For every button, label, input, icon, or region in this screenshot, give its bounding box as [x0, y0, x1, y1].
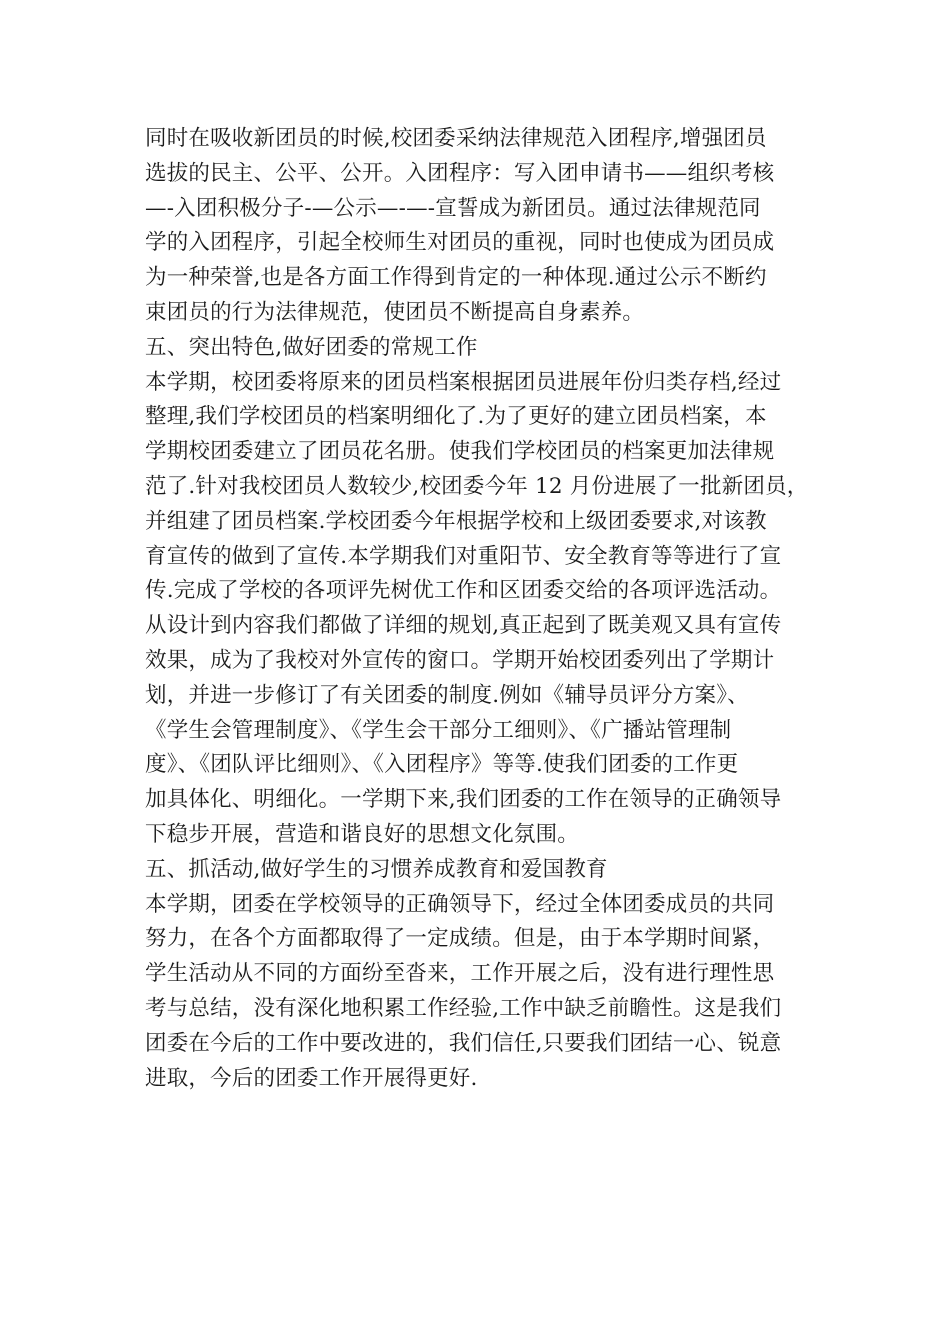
text-line: 并组建了团员档案.学校团委今年根据学校和上级团委要求,对该教 — [145, 508, 767, 534]
text-line: 学的入团程序，引起全校师生对团员的重视，同时也使成为团员成 — [145, 230, 775, 256]
text-line: 本学期，校团委将原来的团员档案根据团员进展年份归类存档,经过 — [145, 369, 782, 395]
text-line: 进取，今后的团委工作开展得更好. — [145, 1065, 478, 1091]
text-line: 努力，在各个方面都取得了一定成绩。但是，由于本学期时间紧， — [145, 926, 775, 952]
text-line: 学期校团委建立了团员花名册。使我们学校团员的档案更加法律规 — [145, 439, 775, 465]
text-line: 束团员的行为法律规范，使团员不断提高自身素养。 — [145, 299, 645, 325]
text-line: 下稳步开展，营造和谐良好的思想文化氛围。 — [145, 821, 580, 847]
section-heading: 五、突出特色,做好团委的常规工作 — [145, 334, 478, 360]
text-line: 《学生会管理制度》、《学生会干部分工细则》、《广播站管理制 — [145, 717, 732, 743]
text-line: 划，并进一步修订了有关团委的制度.例如《辅导员评分方案》、 — [145, 682, 749, 708]
text-line: 考与总结，没有深化地积累工作经验,工作中缺乏前瞻性。这是我们 — [145, 995, 782, 1021]
text-line: 育宣传的做到了宣传.本学期我们对重阳节、安全教育等等进行了宣 — [145, 543, 782, 569]
text-line: 范了.针对我校团员人数较少,校团委今年 12 月份进展了一批新团员， — [145, 473, 809, 499]
text-line: 传.完成了学校的各项评先树优工作和区团委交给的各项评选活动。 — [145, 578, 782, 604]
section-heading: 五、抓活动,做好学生的习惯养成教育和爱国教育 — [145, 856, 608, 882]
text-line: 同时在吸收新团员的时候,校团委采纳法律规范入团程序,增强团员 — [145, 126, 767, 151]
text-line: 效果，成为了我校对外宣传的窗口。学期开始校团委列出了学期计 — [145, 647, 775, 673]
text-line: —-入团积极分子-—公示—-—-宣誓成为新团员。通过法律规范同 — [145, 195, 761, 221]
text-line: 整理,我们学校团员的档案明细化了.为了更好的建立团员档案，本 — [145, 404, 767, 430]
text-line: 加具体化、明细化。一学期下来,我们团委的工作在领导的正确领导 — [145, 787, 782, 813]
text-line: 团委在今后的工作中要改进的，我们信任,只要我们团结一心、锐意 — [145, 1030, 782, 1056]
text-line: 从设计到内容我们都做了详细的规划,真正起到了既美观又具有宣传 — [145, 613, 782, 639]
text-line: 度》、《团队评比细则》、《入团程序》等等.使我们团委的工作更 — [145, 752, 739, 778]
text-line: 本学期，团委在学校领导的正确领导下，经过全体团委成员的共同 — [145, 891, 775, 917]
text-line: 选拔的民主、公平、公开。入团程序：写入团申请书——组织考核 — [145, 160, 775, 186]
text-line: 学生活动从不同的方面纷至沓来，工作开展之后，没有进行理性思 — [145, 961, 775, 987]
document-body — [145, 122, 830, 1096]
text-line: 为一种荣誉,也是各方面工作得到肯定的一种体现.通过公示不断约 — [145, 265, 767, 291]
